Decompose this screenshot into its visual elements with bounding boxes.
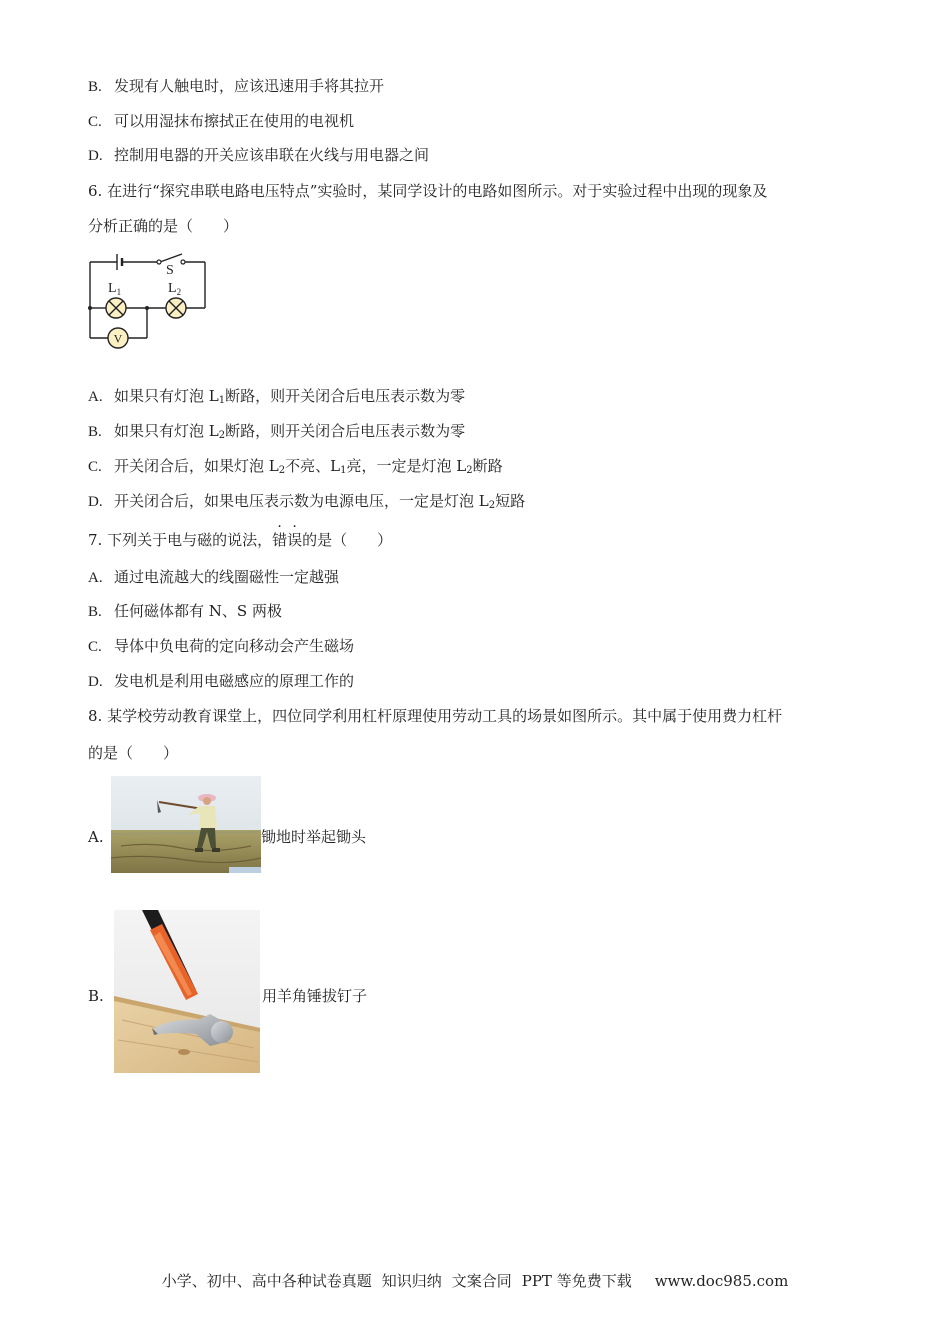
option-text: 可以用湿抹布擦拭正在使用的电视机 <box>114 112 355 130</box>
option-letter: D. <box>88 674 103 690</box>
option-text: 开关闭合后，如果电压表示数为电源电压，一定是灯泡 L <box>114 492 489 510</box>
option-text: 不亮、L <box>285 457 341 475</box>
q8-option-a-caption: 锄地时举起锄头 <box>261 828 367 846</box>
q5-option-d <box>88 145 429 166</box>
footer-link[interactable]: www.doc985.com <box>654 1272 789 1290</box>
page-footer <box>0 1270 950 1291</box>
option-text: 发现有人触电时，应该迅速用手将其拉开 <box>114 77 385 95</box>
option-text: 如果只有灯泡 L <box>114 422 219 440</box>
footer-text: 小学、初中、高中各种试卷真题 <box>161 1272 372 1290</box>
subscript: 2 <box>218 430 226 441</box>
q5-option-c <box>88 111 354 132</box>
q7-stem <box>88 530 392 550</box>
option-letter: A. <box>88 389 103 405</box>
circuit-diagram <box>84 246 212 350</box>
subscript: 2 <box>488 500 496 511</box>
footer-text: 文案合同 <box>451 1272 512 1290</box>
footer-text: 知识归纳 <box>381 1272 442 1290</box>
option-text: 导体中负电荷的定向移动会产生磁场 <box>114 637 355 655</box>
option-letter: A. <box>88 570 103 586</box>
q6-option-b <box>88 421 465 446</box>
q6-option-d <box>88 491 525 516</box>
q6-stem-line2: 分析正确的是（ ） <box>88 217 239 235</box>
q7-option-c <box>88 636 354 657</box>
option-text: 短路 <box>495 492 526 510</box>
option-text: 断路，则开关闭合后电压表示数为零 <box>225 387 466 405</box>
q8-option-b-letter: B. <box>88 987 104 1005</box>
option-letter: B. <box>88 424 102 440</box>
q6-option-a <box>88 386 465 411</box>
switch-blade <box>160 254 182 262</box>
emphasis-char: 错 <box>272 531 288 549</box>
switch-contact <box>181 260 185 264</box>
option-text: 任何磁体都有 N、S 两极 <box>114 602 282 620</box>
switch-label: S <box>166 263 174 278</box>
q7-option-d <box>88 671 354 692</box>
q7-option-b <box>88 601 282 622</box>
option-text: 控制用电器的开关应该串联在火线与用电器之间 <box>114 146 430 164</box>
hoeing-photo <box>111 776 261 873</box>
option-text: 发电机是利用电磁感应的原理工作的 <box>114 672 355 690</box>
q5-option-b <box>88 76 384 97</box>
option-letter: C. <box>88 639 102 655</box>
stem-text: 的是（ ） <box>302 531 393 549</box>
voltmeter-label: V <box>113 331 123 346</box>
lamp-l2-label: $L_2$ <box>168 281 182 297</box>
q8-stem-line1: 8. 某学校劳动教育课堂上，四位同学利用杠杆原理使用劳动工具的场景如图所示。其中属于使用费力杠杆 <box>88 707 783 725</box>
lamp-l1-label: $L_1$ <box>108 281 122 297</box>
option-letter: D. <box>88 494 103 510</box>
option-text: 开关闭合后，如果灯泡 L <box>114 457 279 475</box>
junction-dot <box>88 306 92 310</box>
option-text: 断路，则开关闭合后电压表示数为零 <box>225 422 466 440</box>
footer-text: PPT 等免费下载 <box>521 1272 632 1290</box>
switch-pivot <box>157 260 161 264</box>
q8-option-a-letter: A. <box>88 828 104 846</box>
subscript: 2 <box>466 465 473 476</box>
junction-dot <box>145 306 149 310</box>
q6-stem-line1: 6. 在进行“探究串联电路电压特点”实验时，某同学设计的电路如图所示。对于实验过程中出现的现象及 <box>88 182 768 200</box>
q8-stem-line2: 的是（ ） <box>88 744 179 762</box>
hammer-photo <box>114 910 260 1073</box>
option-text: 断路 <box>472 457 503 475</box>
lamp-l2-icon <box>166 298 186 318</box>
option-letter: C. <box>88 459 102 475</box>
option-text: 亮，一定是灯泡 L <box>346 457 467 475</box>
option-text: 通过电流越大的线圈磁性一定越强 <box>114 568 340 586</box>
q8-option-b-caption: 用羊角锤拔钉子 <box>262 987 368 1005</box>
option-letter: B. <box>88 604 102 620</box>
q6-option-c <box>88 456 503 481</box>
stem-text: 7. 下列关于电与磁的说法， <box>88 531 273 549</box>
option-text: 如果只有灯泡 L <box>114 387 219 405</box>
subscript: 1 <box>218 395 226 406</box>
subscript: 1 <box>340 465 347 476</box>
q7-option-a <box>88 567 339 588</box>
lamp-l1-icon <box>106 298 126 318</box>
option-letter: D. <box>88 148 103 164</box>
emphasis-char: 误 <box>287 531 303 549</box>
option-letter: B. <box>88 79 102 95</box>
option-letter: C. <box>88 114 102 130</box>
subscript: 2 <box>278 465 286 476</box>
